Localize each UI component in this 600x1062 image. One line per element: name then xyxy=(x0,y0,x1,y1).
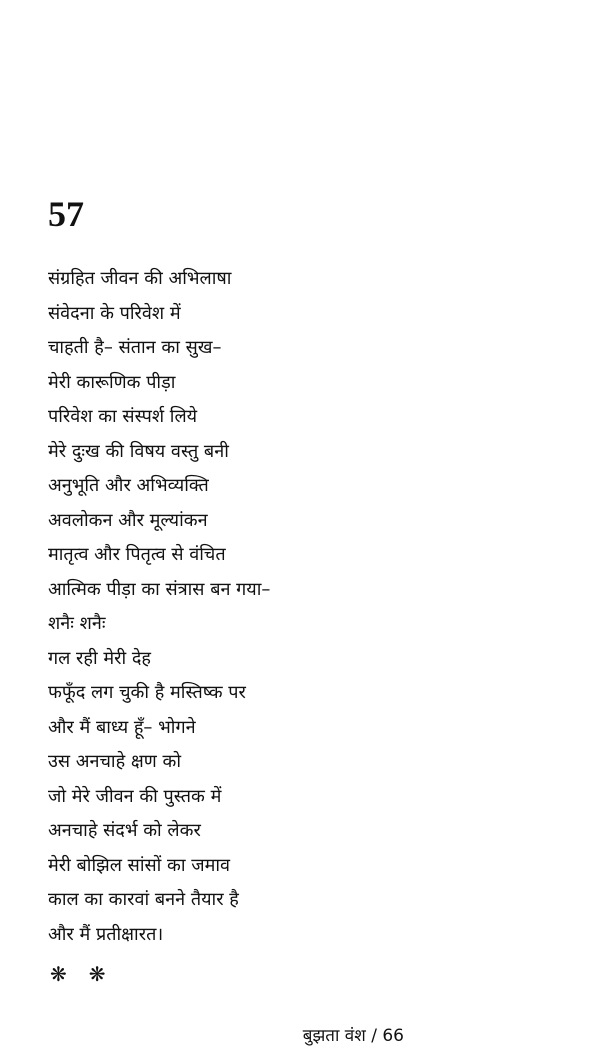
poem-line: अनुभूति और अभिव्यक्ति xyxy=(48,475,209,496)
poem-line: संवेदना के परिवेश में xyxy=(48,302,181,324)
poem-line: अवलोकन और मूल्यांकन xyxy=(48,509,208,531)
poem-line: चाहती है– संतान का सुख– xyxy=(48,337,222,358)
poem-line: अनचाहे संदर्भ को लेकर xyxy=(48,820,201,841)
poem-line: मेरी बोझिल सांसों का जमाव xyxy=(48,854,231,876)
poem-line: फफूँद लग चुकी है मस्तिष्क पर xyxy=(48,682,246,703)
poem-line: जो मेरे जीवन की पुस्तक में xyxy=(48,785,222,807)
poem-line: संग्रहित जीवन की अभिलाषा xyxy=(48,268,232,289)
flower-ornament-icon: ❋ xyxy=(88,962,106,986)
poem-line: मातृत्व और पितृत्व से वंचित xyxy=(48,544,226,565)
poem-line: और मैं प्रतीक्षारत। xyxy=(48,923,164,945)
poem-line: उस अनचाहे क्षण को xyxy=(48,751,181,772)
page-footer: बुझता वंश / 66 xyxy=(302,1026,404,1046)
flower-ornament-icon: ❋ xyxy=(50,962,67,986)
poem-number: 57 xyxy=(48,194,84,234)
poem-line: मेरे दुःख की विषय वस्तु बनी xyxy=(48,440,229,462)
section-ornaments xyxy=(50,962,106,986)
poem-line: गल रही मेरी देह xyxy=(48,647,151,669)
poem-line: मेरी कारूणिक पीड़ा xyxy=(48,371,176,393)
poem-line: शनैः शनैः xyxy=(48,613,106,634)
poem-line: और मैं बाध्य हूँ– भोगने xyxy=(48,716,196,738)
poem-body xyxy=(48,262,568,952)
poem-line: परिवेश का संस्पर्श लिये xyxy=(48,406,198,427)
poem-line: आत्मिक पीड़ा का संत्रास बन गया– xyxy=(48,578,271,600)
poem-line: काल का कारवां बनने तैयार है xyxy=(48,889,239,910)
